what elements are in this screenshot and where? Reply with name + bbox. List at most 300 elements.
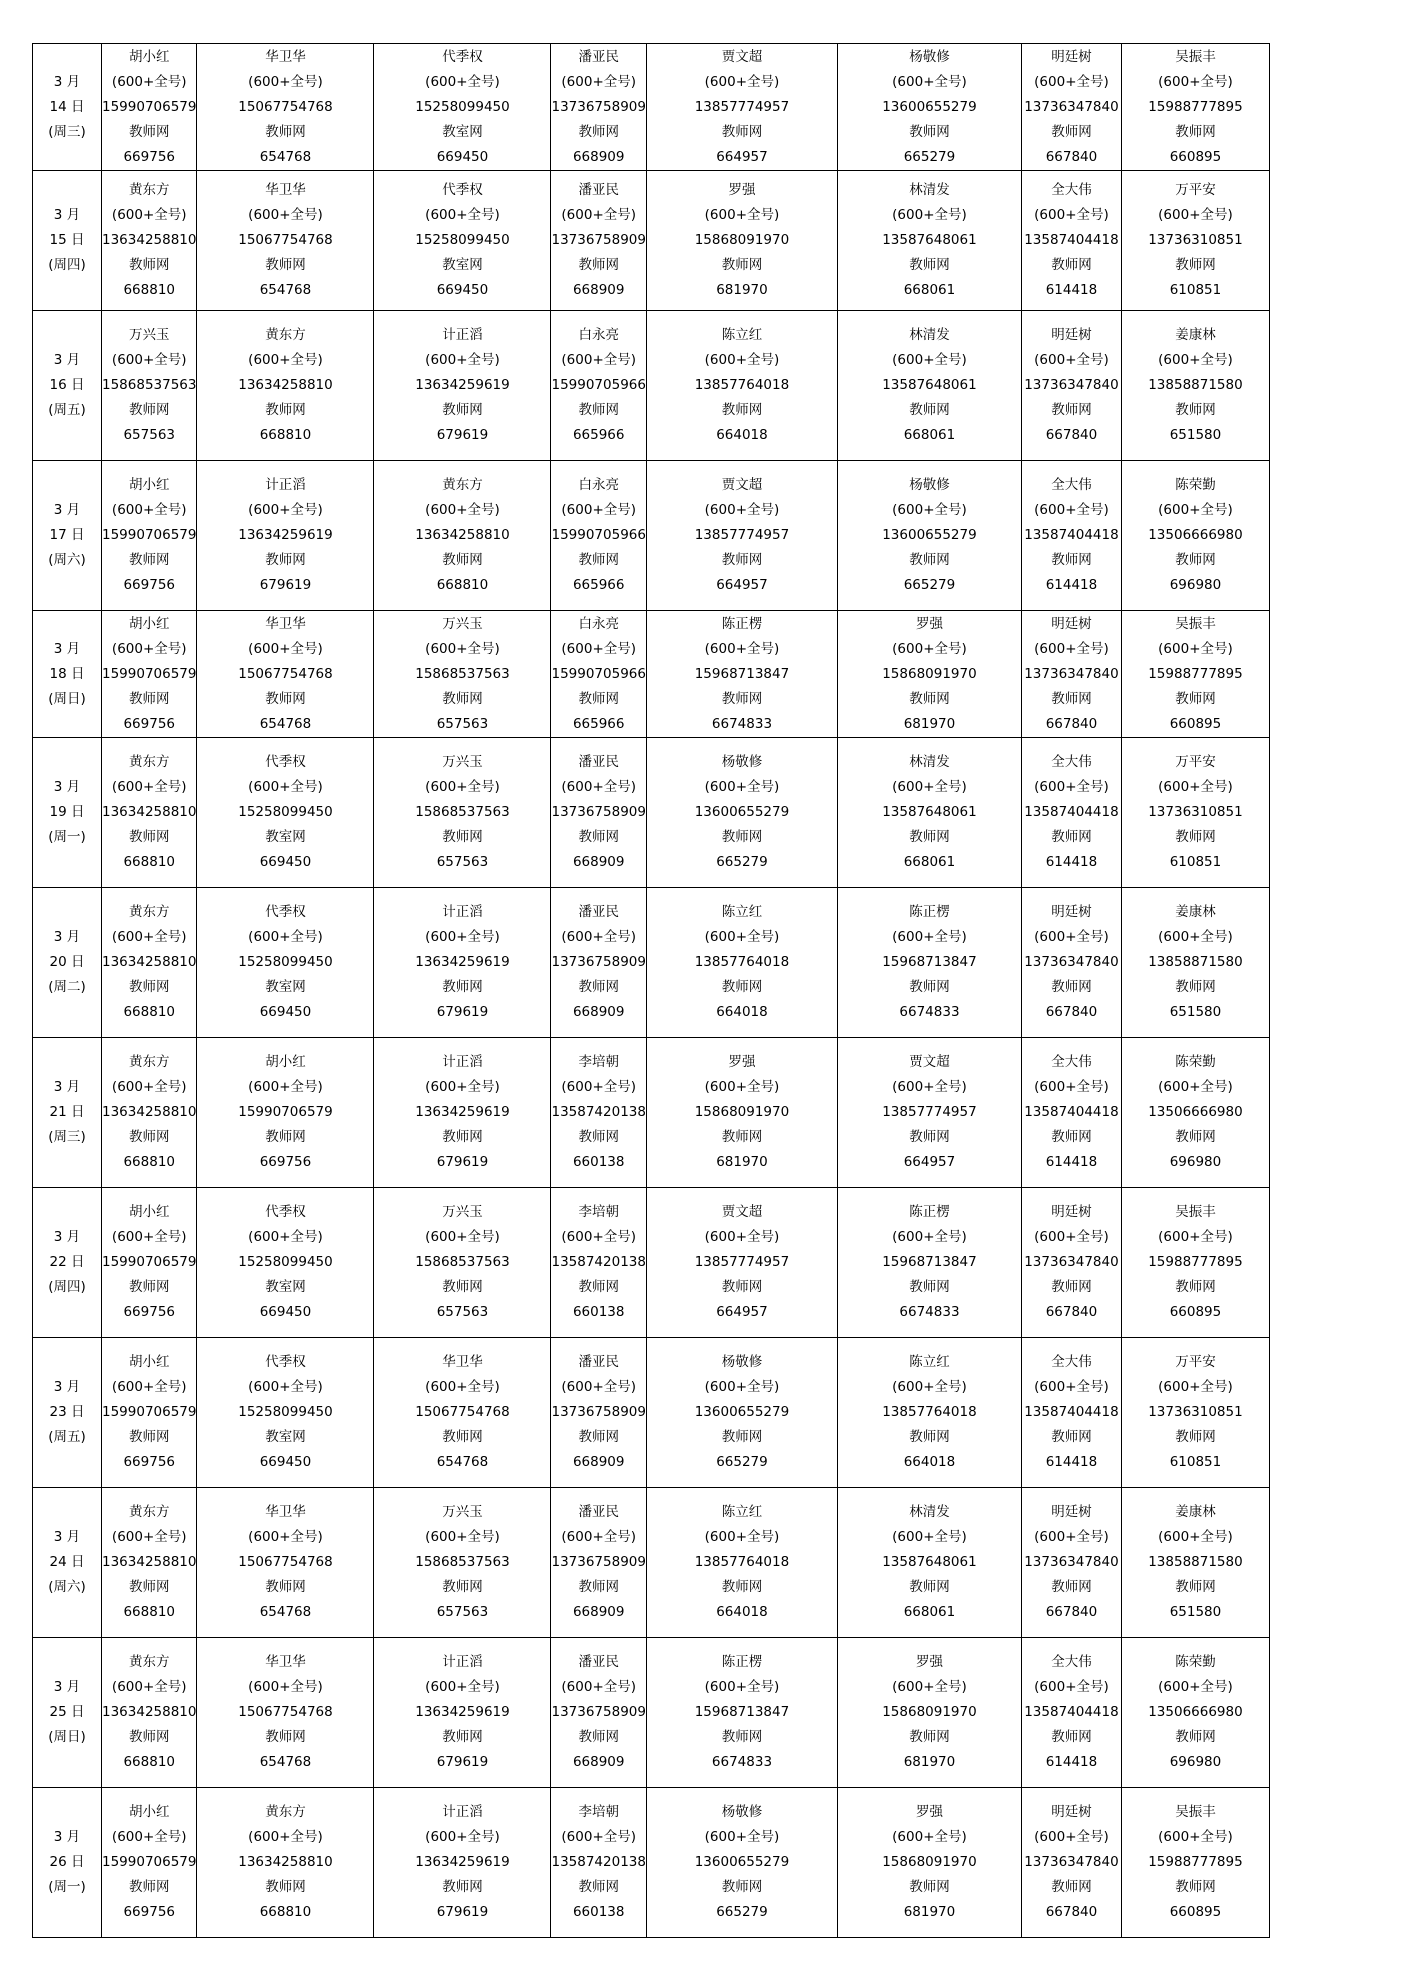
staff-cell-content: [374, 1050, 550, 1175]
staff-cell: [102, 888, 197, 1038]
date-cell-content: [33, 775, 101, 850]
staff-cell-content: [374, 473, 550, 598]
phone-number: 13858871580: [1148, 1554, 1243, 1570]
staff-cell-content: [647, 323, 837, 448]
network-label: 教师网: [578, 1279, 619, 1295]
dial-plan: (600+全号): [111, 929, 187, 945]
schedule-row: [33, 1338, 1270, 1488]
dial-plan: (600+全号): [561, 352, 637, 368]
staff-cell-content: [551, 1050, 645, 1175]
staff-cell-content: [374, 900, 550, 1025]
staff-cell: [102, 311, 197, 461]
network-label: 教室网: [265, 979, 306, 995]
staff-cell: [197, 171, 374, 311]
short-number: 669756: [259, 1154, 312, 1170]
staff-cell: [646, 1488, 837, 1638]
schedule-row: [33, 888, 1270, 1038]
network-label: 教师网: [578, 690, 619, 707]
network-label: 教师网: [1051, 402, 1092, 418]
short-number: 668061: [903, 427, 956, 443]
person-name: 白永亮: [578, 615, 619, 632]
dial-plan: (600+全号): [1158, 1229, 1233, 1245]
staff-cell: [551, 171, 646, 311]
phone-number: 13736758909: [551, 98, 646, 115]
short-number: 679619: [436, 427, 489, 443]
network-label: 教师网: [1051, 257, 1092, 273]
date-cell-content: [33, 1375, 101, 1450]
staff-cell-content: [647, 1650, 837, 1775]
dial-plan: (600+全号): [1034, 1529, 1109, 1545]
network-label: 教师网: [909, 552, 950, 568]
staff-cell: [837, 1038, 1021, 1188]
person-name: 华卫华: [265, 182, 306, 198]
staff-cell-content: [1122, 1050, 1269, 1175]
phone-number: 13857764018: [694, 1554, 790, 1570]
network-label: 教师网: [578, 123, 619, 140]
dial-plan: (600+全号): [1158, 779, 1233, 795]
person-name: 陈正楞: [721, 1654, 763, 1670]
person-name: 全大伟: [1051, 182, 1092, 198]
phone-number: 15258099450: [238, 1404, 333, 1420]
phone-number: 15868091970: [882, 1854, 977, 1870]
staff-cell-content: [647, 1050, 837, 1175]
short-number: 664957: [716, 577, 768, 593]
network-label: 教师网: [721, 1879, 763, 1895]
phone-number: 15990706579: [102, 1254, 197, 1270]
staff-cell-content: [102, 1050, 196, 1175]
phone-number: 15988777895: [1148, 665, 1243, 682]
phone-number: 13600655279: [694, 1404, 790, 1420]
network-label: 教师网: [1175, 1279, 1216, 1295]
phone-number: 15988777895: [1148, 98, 1243, 115]
phone-number: 15868537563: [102, 377, 197, 393]
staff-cell-content: [1022, 473, 1121, 598]
person-name: 李培朝: [578, 1804, 619, 1820]
phone-number: 13634259619: [415, 954, 510, 970]
staff-cell: [646, 888, 837, 1038]
staff-cell: [197, 1638, 374, 1788]
person-name: 胡小红: [128, 615, 170, 632]
dial-plan: (600+全号): [892, 1229, 967, 1245]
short-number: 654768: [259, 1604, 312, 1620]
month-label: 3 月: [53, 1379, 81, 1395]
person-name: 计正滔: [442, 904, 483, 920]
phone-number: 13587420138: [551, 1104, 646, 1120]
date-cell: [33, 1188, 102, 1338]
network-label: 教师网: [909, 257, 950, 273]
staff-cell-content: [1022, 1800, 1121, 1925]
phone-number: 15258099450: [238, 954, 333, 970]
phone-number: 13736310851: [1148, 1404, 1243, 1420]
network-label: 教师网: [578, 1129, 619, 1145]
dial-plan: (600+全号): [248, 207, 323, 223]
weekday-label: (周日): [48, 690, 86, 707]
short-number: 681970: [716, 282, 768, 298]
schedule-row: [33, 44, 1270, 171]
short-number: 668909: [572, 148, 625, 165]
date-cell: [33, 1338, 102, 1488]
staff-cell-content: [838, 178, 1021, 303]
phone-number: 13634259619: [415, 1854, 510, 1870]
person-name: 黄东方: [128, 182, 170, 198]
short-number: 660895: [1169, 1904, 1222, 1920]
person-name: 罗强: [915, 1654, 943, 1670]
network-label: 教师网: [442, 552, 483, 568]
person-name: 姜康林: [1175, 904, 1216, 920]
dial-plan: (600+全号): [561, 929, 637, 945]
phone-number: 13634259619: [238, 527, 333, 543]
dial-plan: (600+全号): [1034, 1379, 1109, 1395]
person-name: 万平安: [1175, 1354, 1216, 1370]
dial-plan: (600+全号): [248, 640, 323, 657]
short-number: 667840: [1045, 1604, 1098, 1620]
staff-cell: [551, 1188, 646, 1338]
person-name: 代季权: [442, 182, 483, 198]
network-label: 教师网: [1175, 1879, 1216, 1895]
staff-cell-content: [197, 45, 373, 170]
network-label: 教师网: [128, 1429, 170, 1445]
staff-cell: [1121, 611, 1269, 738]
dial-plan: (600+全号): [1034, 352, 1109, 368]
schedule-row: [33, 1788, 1270, 1938]
dial-plan: (600+全号): [561, 1829, 637, 1845]
date-cell-content: [33, 1075, 101, 1150]
person-name: 杨敬修: [721, 754, 763, 770]
person-name: 胡小红: [128, 1354, 170, 1370]
short-number: 6674833: [899, 1004, 960, 1020]
network-label: 教师网: [265, 1129, 306, 1145]
person-name: 代季权: [265, 1354, 306, 1370]
dial-plan: (600+全号): [248, 929, 323, 945]
phone-number: 13587404418: [1024, 1404, 1119, 1420]
network-label: 教师网: [128, 1279, 170, 1295]
person-name: 李培朝: [578, 1204, 619, 1220]
phone-number: 15067754768: [238, 1704, 333, 1720]
phone-number: 13587404418: [1024, 527, 1119, 543]
staff-cell-content: [838, 1050, 1021, 1175]
dial-plan: (600+全号): [248, 1079, 323, 1095]
short-number: 681970: [903, 715, 956, 732]
dial-plan: (600+全号): [892, 73, 967, 90]
staff-cell-content: [197, 900, 373, 1025]
staff-cell: [837, 1188, 1021, 1338]
phone-number: 13634258810: [238, 1854, 333, 1870]
phone-number: 15258099450: [415, 232, 510, 248]
phone-number: 13587648061: [882, 804, 977, 820]
weekday-label: (周三): [48, 123, 86, 140]
short-number: 657563: [436, 1304, 489, 1320]
network-label: 教师网: [909, 1729, 950, 1745]
date-cell-content: [33, 1825, 101, 1900]
dial-plan: (600+全号): [248, 73, 323, 90]
person-name: 华卫华: [265, 1654, 306, 1670]
staff-cell-content: [102, 473, 196, 598]
short-number: 664957: [716, 1304, 768, 1320]
phone-number: 15868537563: [415, 1554, 510, 1570]
dial-plan: (600+全号): [561, 207, 637, 223]
short-number: 667840: [1045, 715, 1098, 732]
staff-cell-content: [1022, 612, 1121, 737]
staff-cell-content: [838, 1650, 1021, 1775]
network-label: 教师网: [1175, 1129, 1216, 1145]
staff-cell: [551, 1038, 646, 1188]
month-label: 3 月: [53, 502, 81, 518]
staff-cell: [197, 1338, 374, 1488]
person-name: 陈立红: [721, 904, 763, 920]
network-label: 教师网: [1175, 257, 1216, 273]
network-label: 教师网: [721, 257, 763, 273]
month-label: 3 月: [53, 1829, 81, 1845]
dial-plan: (600+全号): [704, 207, 780, 223]
day-label: 18 日: [49, 665, 85, 682]
dial-plan: (600+全号): [1158, 207, 1233, 223]
person-name: 陈正楞: [909, 904, 950, 920]
dial-plan: (600+全号): [704, 502, 780, 518]
staff-cell-content: [1022, 1650, 1121, 1775]
staff-cell: [374, 171, 551, 311]
staff-cell-content: [551, 1800, 645, 1925]
staff-cell: [374, 1488, 551, 1638]
staff-cell: [1121, 888, 1269, 1038]
day-label: 20 日: [49, 954, 85, 970]
person-name: 计正滔: [442, 1654, 483, 1670]
short-number: 664018: [903, 1454, 956, 1470]
person-name: 华卫华: [265, 48, 306, 65]
schedule-row: [33, 1488, 1270, 1638]
short-number: 660138: [572, 1904, 625, 1920]
staff-cell-content: [102, 1500, 196, 1625]
person-name: 明廷树: [1051, 48, 1092, 65]
staff-cell-content: [1022, 1350, 1121, 1475]
person-name: 杨敬修: [721, 1804, 763, 1820]
staff-cell-content: [197, 323, 373, 448]
staff-cell: [102, 1038, 197, 1188]
phone-number: 13857764018: [694, 377, 790, 393]
short-number: 610851: [1169, 282, 1222, 298]
phone-number: 13634259619: [415, 1704, 510, 1720]
staff-cell: [1121, 1638, 1269, 1788]
staff-cell-content: [838, 900, 1021, 1025]
network-label: 教师网: [128, 257, 170, 273]
phone-number: 15990706579: [238, 1104, 333, 1120]
staff-cell-content: [374, 323, 550, 448]
schedule-row: [33, 1038, 1270, 1188]
staff-cell: [102, 1488, 197, 1638]
network-label: 教师网: [128, 829, 170, 845]
phone-number: 15067754768: [415, 1404, 510, 1420]
person-name: 潘亚民: [578, 48, 619, 65]
network-label: 教师网: [265, 402, 306, 418]
network-label: 教师网: [442, 1129, 483, 1145]
short-number: 669756: [123, 148, 176, 165]
short-number: 669450: [259, 1454, 312, 1470]
phone-number: 13736758909: [551, 954, 646, 970]
person-name: 黄东方: [265, 327, 306, 343]
short-number: 664957: [716, 148, 768, 165]
dial-plan: (600+全号): [892, 352, 967, 368]
dial-plan: (600+全号): [892, 207, 967, 223]
dial-plan: (600+全号): [425, 1079, 500, 1095]
staff-cell-content: [1122, 750, 1269, 875]
short-number: 669450: [436, 148, 489, 165]
phone-number: 15868091970: [882, 665, 977, 682]
short-number: 668810: [123, 854, 176, 870]
staff-cell: [374, 1638, 551, 1788]
staff-cell-content: [551, 178, 645, 303]
person-name: 罗强: [915, 1804, 943, 1820]
network-label: 教师网: [128, 690, 170, 707]
day-label: 19 日: [49, 804, 85, 820]
dial-plan: (600+全号): [111, 1529, 187, 1545]
dial-plan: (600+全号): [704, 1079, 780, 1095]
short-number: 668909: [572, 1004, 625, 1020]
person-name: 明廷树: [1051, 1204, 1092, 1220]
staff-cell: [197, 1788, 374, 1938]
staff-cell-content: [1122, 612, 1269, 737]
network-label: 教师网: [442, 1579, 483, 1595]
staff-cell: [374, 1788, 551, 1938]
short-number: 654768: [436, 1454, 489, 1470]
phone-number: 13634258810: [102, 1704, 197, 1720]
dial-plan: (600+全号): [892, 1079, 967, 1095]
staff-cell-content: [1022, 1050, 1121, 1175]
staff-cell: [1121, 1488, 1269, 1638]
phone-number: 13600655279: [694, 804, 790, 820]
dial-plan: (600+全号): [248, 1529, 323, 1545]
short-number: 669756: [123, 1904, 176, 1920]
staff-cell-content: [374, 1200, 550, 1325]
person-name: 罗强: [728, 1054, 756, 1070]
staff-cell: [1021, 888, 1121, 1038]
staff-cell-content: [374, 750, 550, 875]
person-name: 林清发: [909, 754, 950, 770]
staff-cell-content: [102, 323, 196, 448]
schedule-row: [33, 311, 1270, 461]
staff-cell: [551, 311, 646, 461]
staff-cell-content: [647, 45, 837, 170]
staff-cell: [102, 738, 197, 888]
person-name: 杨敬修: [909, 477, 950, 493]
staff-cell-content: [838, 1800, 1021, 1925]
staff-cell-content: [551, 1650, 645, 1775]
dial-plan: (600+全号): [1034, 73, 1109, 90]
short-number: 669756: [123, 577, 176, 593]
network-label: 教师网: [128, 1879, 170, 1895]
staff-cell: [197, 1038, 374, 1188]
dial-plan: (600+全号): [425, 207, 500, 223]
person-name: 万兴玉: [442, 615, 483, 632]
dial-plan: (600+全号): [248, 1829, 323, 1845]
short-number: 668810: [123, 1754, 176, 1770]
short-number: 660138: [572, 1304, 625, 1320]
staff-cell: [197, 1188, 374, 1338]
staff-cell: [197, 611, 374, 738]
short-number: 679619: [436, 1154, 489, 1170]
short-number: 679619: [436, 1904, 489, 1920]
person-name: 罗强: [915, 615, 943, 632]
network-label: 教室网: [265, 829, 306, 845]
person-name: 万平安: [1175, 754, 1216, 770]
network-label: 教师网: [1175, 829, 1216, 845]
staff-cell-content: [838, 473, 1021, 598]
short-number: 665966: [572, 577, 625, 593]
short-number: 669756: [123, 1454, 176, 1470]
short-number: 668810: [123, 1154, 176, 1170]
phone-number: 13634259619: [415, 377, 510, 393]
network-label: 教师网: [1175, 402, 1216, 418]
network-label: 教师网: [265, 690, 306, 707]
staff-cell-content: [838, 45, 1021, 170]
weekday-label: (周四): [48, 1279, 86, 1295]
staff-cell-content: [551, 612, 645, 737]
phone-number: 13736758909: [551, 232, 646, 248]
network-label: 教师网: [909, 690, 950, 707]
phone-number: 15990706579: [102, 665, 197, 682]
network-label: 教师网: [578, 1879, 619, 1895]
network-label: 教师网: [578, 1429, 619, 1445]
person-name: 胡小红: [128, 1204, 170, 1220]
staff-cell: [646, 171, 837, 311]
staff-cell-content: [647, 473, 837, 598]
phone-number: 15968713847: [882, 1254, 977, 1270]
phone-number: 13736310851: [1148, 232, 1243, 248]
schedule-row: [33, 611, 1270, 738]
staff-cell: [1021, 461, 1121, 611]
phone-number: 13736758909: [551, 1404, 646, 1420]
dial-plan: (600+全号): [892, 1529, 967, 1545]
staff-cell: [551, 1488, 646, 1638]
network-label: 教师网: [909, 1279, 950, 1295]
staff-cell: [1021, 738, 1121, 888]
staff-cell-content: [197, 473, 373, 598]
short-number: 679619: [436, 1004, 489, 1020]
staff-cell: [837, 1488, 1021, 1638]
phone-number: 15067754768: [238, 98, 333, 115]
network-label: 教师网: [909, 1579, 950, 1595]
network-label: 教师网: [1051, 552, 1092, 568]
short-number: 668909: [572, 282, 625, 298]
month-label: 3 月: [53, 779, 81, 795]
month-label: 3 月: [53, 352, 81, 368]
staff-cell: [102, 461, 197, 611]
dial-plan: (600+全号): [561, 640, 637, 657]
dial-plan: (600+全号): [1158, 640, 1233, 657]
person-name: 黄东方: [265, 1804, 306, 1820]
person-name: 吴振丰: [1175, 615, 1216, 632]
short-number: 681970: [903, 1904, 956, 1920]
staff-cell: [374, 1338, 551, 1488]
person-name: 潘亚民: [578, 182, 619, 198]
person-name: 潘亚民: [578, 1654, 619, 1670]
date-cell-content: [33, 1675, 101, 1750]
staff-cell: [837, 461, 1021, 611]
dial-plan: (600+全号): [561, 1229, 637, 1245]
date-cell: [33, 738, 102, 888]
staff-cell: [837, 1638, 1021, 1788]
weekday-label: (周六): [48, 552, 86, 568]
dial-plan: (600+全号): [1158, 1079, 1233, 1095]
short-number: 654768: [259, 1754, 312, 1770]
network-label: 教师网: [721, 1429, 763, 1445]
short-number: 696980: [1169, 577, 1222, 593]
staff-cell: [1121, 171, 1269, 311]
staff-cell-content: [197, 1350, 373, 1475]
short-number: 654768: [259, 282, 312, 298]
phone-number: 15067754768: [238, 665, 333, 682]
dial-plan: (600+全号): [561, 1529, 637, 1545]
phone-number: 13736347840: [1024, 1254, 1119, 1270]
short-number: 657563: [436, 854, 489, 870]
